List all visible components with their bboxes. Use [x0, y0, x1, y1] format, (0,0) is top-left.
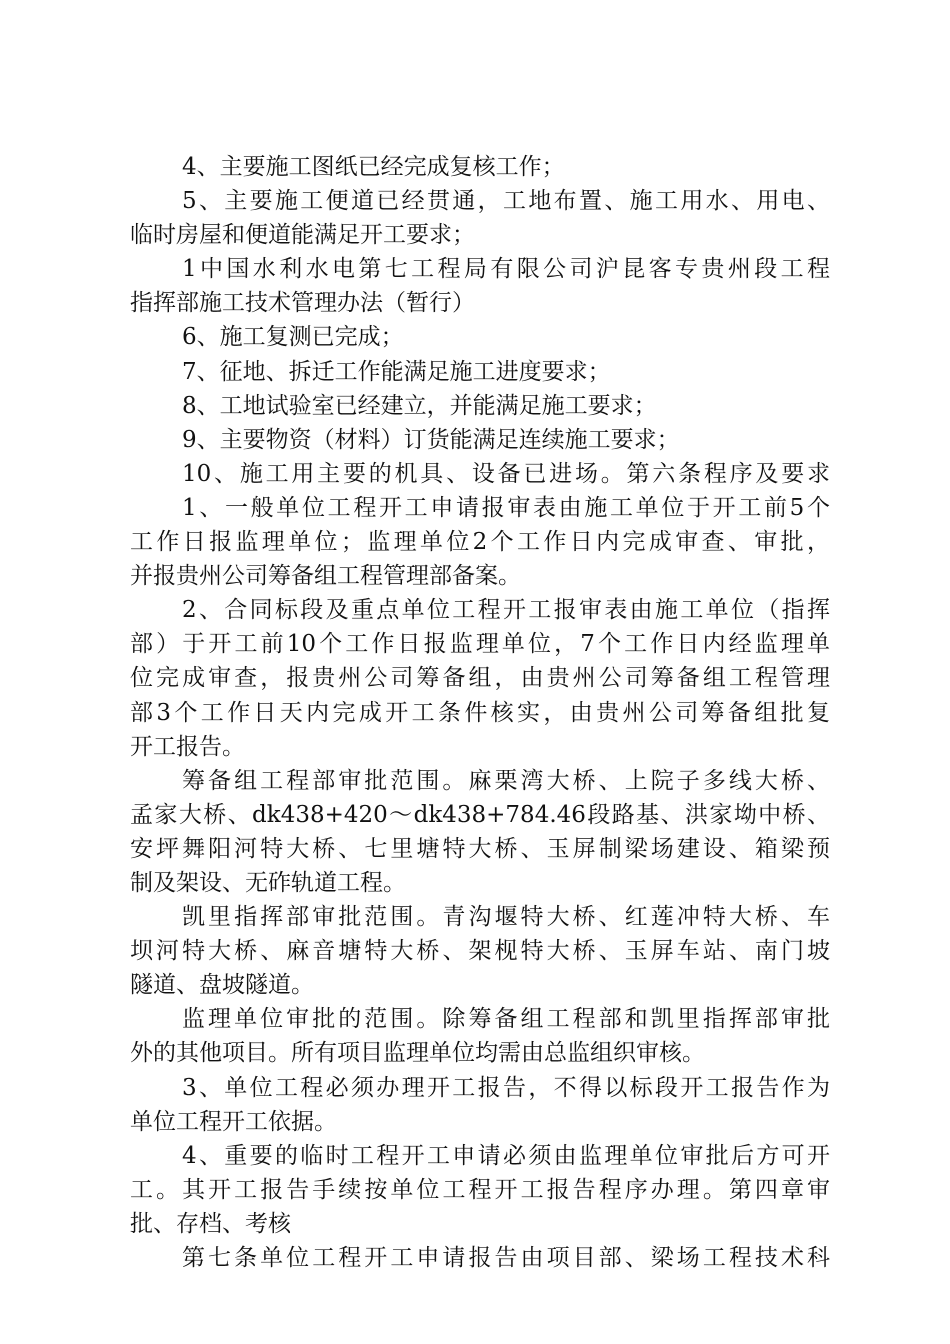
- text-line: 7、征地、拆迁工作能满足施工进度要求；: [182, 358, 611, 385]
- text-line: 3、单位工程必须办理开工报告，不得以标段开工报告作为: [182, 1074, 830, 1101]
- text-line: 8、工地试验室已经建立，并能满足施工要求；: [182, 392, 657, 419]
- text-line: 筹备组工程部审批范围。麻栗湾大桥、上院子多线大桥、: [182, 767, 830, 794]
- document-page: [130, 150, 830, 1275]
- text-line: 工。其开工报告手续按单位工程开工报告程序办理。第四章审: [130, 1176, 830, 1203]
- text-line: 外的其他项目。所有项目监理单位均需由总监组织审核。: [130, 1040, 705, 1067]
- text-line: 凯里指挥部审批范围。青沟堰特大桥、红莲冲特大桥、车: [182, 904, 830, 931]
- text-line: 4、主要施工图纸已经完成复核工作；: [182, 154, 565, 180]
- text-line: 开工报告。: [130, 733, 245, 760]
- text-line: 制及架设、无砟轨道工程。: [130, 869, 406, 896]
- text-line: 单位工程开工依据。: [130, 1108, 337, 1135]
- text-line: 4、重要的临时工程开工申请必须由监理单位审批后方可开: [182, 1142, 830, 1169]
- text-line: 安坪舞阳河特大桥、七里塘特大桥、玉屏制梁场建设、箱梁预: [130, 835, 830, 862]
- text-line: 2、合同标段及重点单位工程开工报审表由施工单位（指挥: [182, 597, 830, 624]
- text-line: 第七条单位工程开工申请报告由项目部、梁场工程技术科: [182, 1245, 830, 1271]
- text-line: 部）于开工前10个工作日报监理单位，7个工作日内经监理单: [130, 631, 830, 658]
- text-line: 10、施工用主要的机具、设备已进场。第六条程序及要求: [182, 460, 830, 487]
- text-line: 5、主要施工便道已经贯通，工地布置、施工用水、用电、: [182, 188, 830, 215]
- text-line: 批、存档、考核: [130, 1210, 291, 1237]
- text-line: 并报贵州公司筹备组工程管理部备案。: [130, 563, 521, 590]
- text-line: 部3个工作日天内完成开工条件核实，由贵州公司筹备组批复: [130, 699, 830, 726]
- text-line: 指挥部施工技术管理办法（暂行）: [130, 290, 475, 317]
- text-line: 临时房屋和便道能满足开工要求；: [130, 222, 475, 249]
- text-line: 坝河特大桥、麻音塘特大桥、架枧特大桥、玉屏车站、南门坡: [130, 938, 830, 965]
- text-line: 监理单位审批的范围。除筹备组工程部和凯里指挥部审批: [182, 1006, 830, 1033]
- text-line: 6、施工复测已完成；: [182, 324, 404, 351]
- text-line: 位完成审查，报贵州公司筹备组，由贵州公司筹备组工程管理: [130, 665, 830, 692]
- text-line: 孟家大桥、dk438+420～dk438+784.46段路基、洪家坳中桥、: [130, 801, 830, 828]
- text-line: 9、主要物资（材料）订货能满足连续施工要求；: [182, 426, 680, 453]
- text-line: 隧道、盘坡隧道。: [130, 972, 314, 999]
- text-line: 1、一般单位工程开工申请报审表由施工单位于开工前5个: [182, 494, 830, 521]
- text-line: 工作日报监理单位；监理单位2个工作日内完成审查、审批，: [130, 529, 830, 556]
- text-line: 1中国水利水电第七工程局有限公司沪昆客专贵州段工程: [182, 256, 830, 283]
